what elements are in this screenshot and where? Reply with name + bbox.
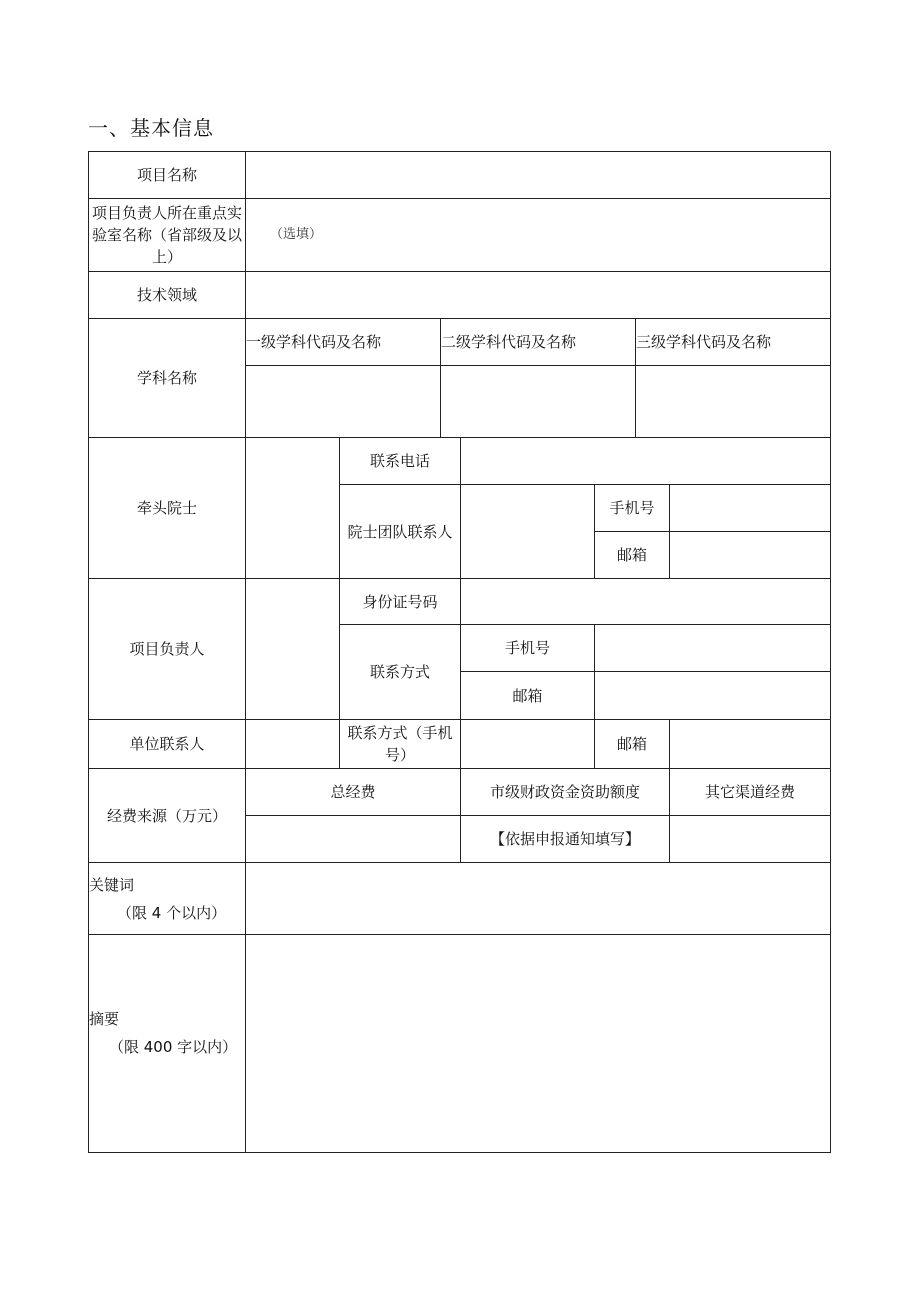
lab-name-field[interactable] xyxy=(245,198,831,272)
team-contact-email-label: 邮箱 xyxy=(594,531,670,579)
unit-contact-name-field[interactable] xyxy=(245,719,340,769)
funding-other-field[interactable] xyxy=(669,815,831,863)
abstract-field[interactable] xyxy=(245,934,831,1153)
keywords-field[interactable] xyxy=(245,862,831,935)
project-name-label: 项目名称 xyxy=(88,151,246,199)
academician-name-field[interactable] xyxy=(245,437,340,579)
team-contact-mobile-field[interactable] xyxy=(669,484,831,532)
funding-city-note: 【依据申报通知填写】 xyxy=(489,830,640,848)
funding-total-label: 总经费 xyxy=(245,768,461,816)
tech-field-label: 技术领域 xyxy=(88,271,246,319)
funding-total-field[interactable] xyxy=(245,815,461,863)
funding-city-label: 市级财政资金资助额度 xyxy=(460,768,670,816)
tech-field-field[interactable] xyxy=(245,271,831,319)
section-title: 一、基本信息 xyxy=(88,116,214,140)
leader-email-label: 邮箱 xyxy=(460,671,595,720)
keywords-label: 关键词 xyxy=(89,875,135,894)
abstract-label: 摘要 xyxy=(89,1009,120,1028)
project-name-field[interactable] xyxy=(245,151,831,199)
funding-city-field[interactable] xyxy=(460,815,670,863)
leader-name-field[interactable] xyxy=(245,578,340,720)
funding-other-label: 其它渠道经费 xyxy=(669,768,831,816)
leader-id-label: 身份证号码 xyxy=(339,578,461,625)
leader-id-field[interactable] xyxy=(460,578,831,625)
discipline-level3-field[interactable] xyxy=(635,365,831,438)
abstract-label-cell xyxy=(88,934,246,1153)
unit-contact-method-label: 联系方式（手机号） xyxy=(339,719,461,769)
keywords-label-cell xyxy=(88,862,246,935)
unit-contact-email-label: 邮箱 xyxy=(594,719,670,769)
leader-email-field[interactable] xyxy=(594,671,831,720)
discipline-level2-header: 二级学科代码及名称 xyxy=(440,318,636,366)
funding-label: 经费来源（万元） xyxy=(88,768,246,863)
discipline-level1-field[interactable] xyxy=(245,365,441,438)
academician-phone-field[interactable] xyxy=(460,437,831,485)
discipline-level2-field[interactable] xyxy=(440,365,636,438)
team-contact-label: 院士团队联系人 xyxy=(339,484,461,579)
keywords-limit: （限 4 个以内） xyxy=(117,903,227,922)
lab-name-label: 项目负责人所在重点实验室名称（省部级及以上） xyxy=(88,198,246,272)
academician-label: 牵头院士 xyxy=(88,437,246,579)
unit-contact-label: 单位联系人 xyxy=(88,719,246,769)
leader-label: 项目负责人 xyxy=(88,578,246,720)
discipline-level3-header: 三级学科代码及名称 xyxy=(635,318,831,366)
optional-hint: （选填） xyxy=(270,227,323,242)
abstract-limit: （限 400 字以内） xyxy=(109,1037,238,1056)
discipline-label: 学科名称 xyxy=(88,318,246,438)
discipline-level1-header: 一级学科代码及名称 xyxy=(245,318,441,366)
team-contact-mobile-label: 手机号 xyxy=(594,484,670,532)
leader-mobile-label: 手机号 xyxy=(460,624,595,672)
academician-phone-label: 联系电话 xyxy=(339,437,461,485)
leader-mobile-field[interactable] xyxy=(594,624,831,672)
unit-contact-mobile-field[interactable] xyxy=(460,719,595,769)
unit-contact-email-field[interactable] xyxy=(669,719,831,769)
leader-contact-label: 联系方式 xyxy=(339,624,461,720)
team-contact-email-field[interactable] xyxy=(669,531,831,579)
team-contact-name-field[interactable] xyxy=(460,484,595,579)
